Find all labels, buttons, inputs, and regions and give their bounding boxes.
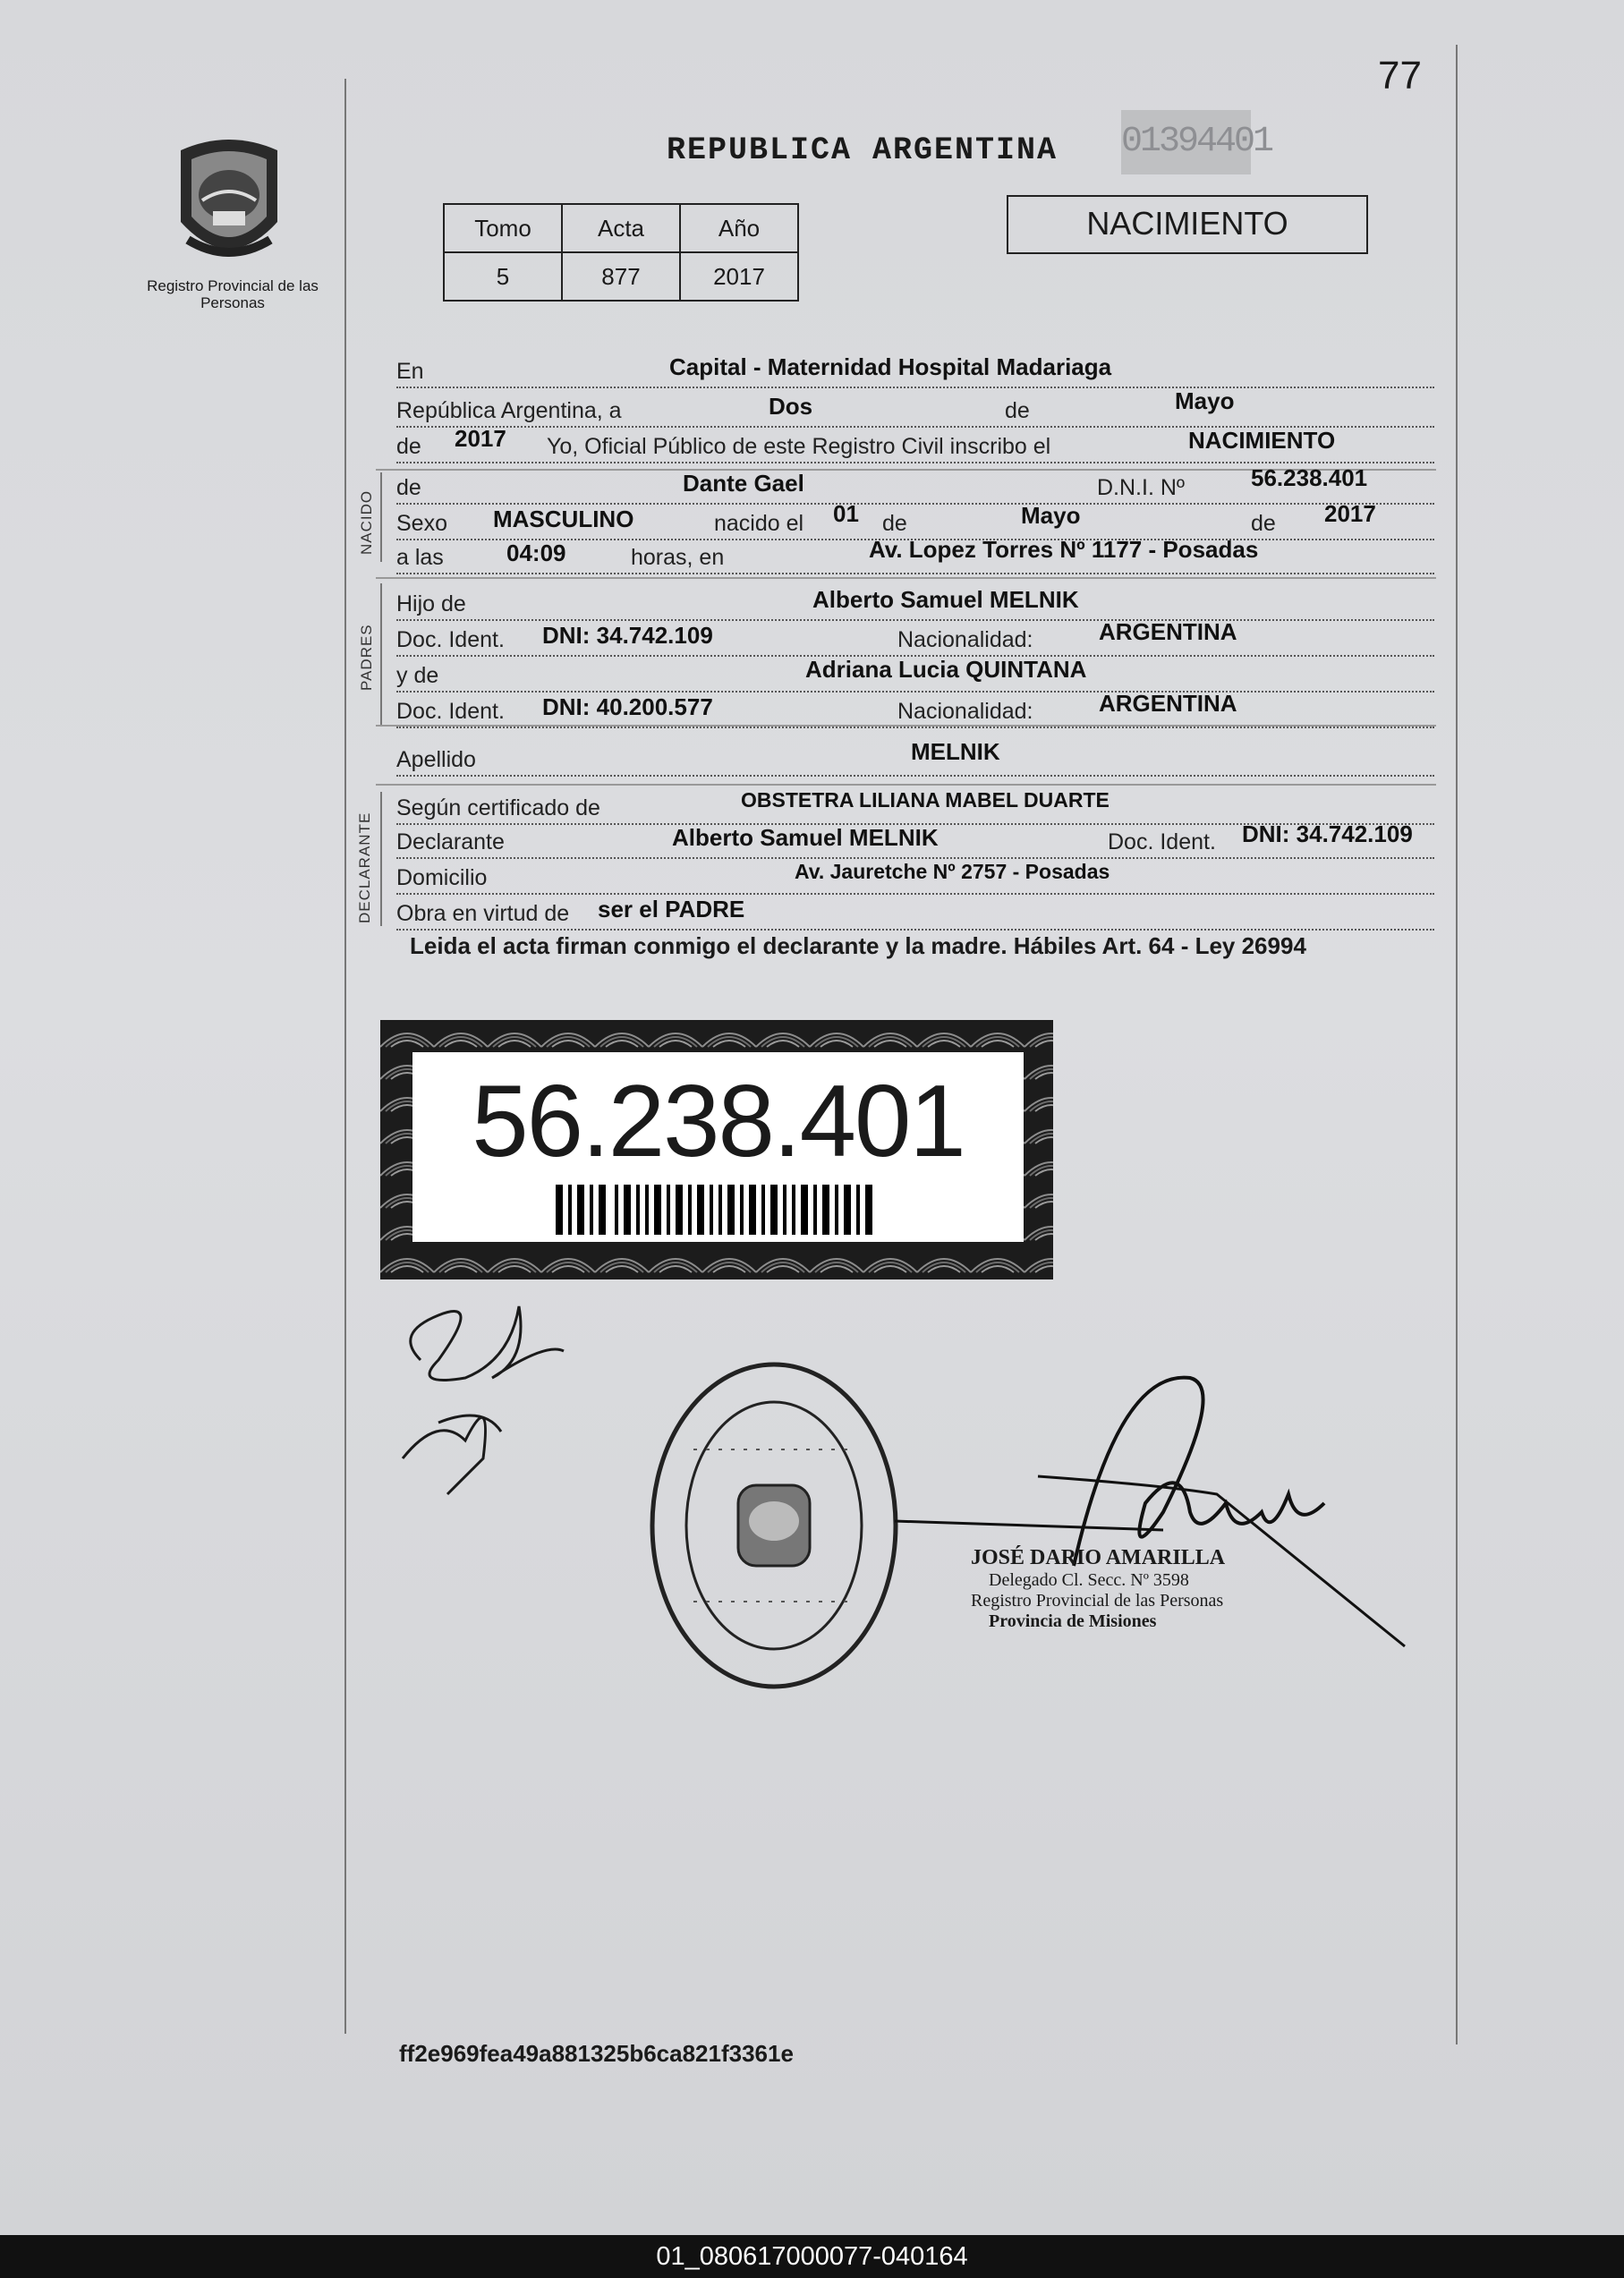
declarant-signature-icon (385, 1279, 591, 1512)
right-margin-line (1456, 45, 1458, 2044)
value-mother-nationality: ARGENTINA (1099, 690, 1237, 717)
row-apellido (396, 739, 1434, 777)
value-birth-month: Mayo (1021, 502, 1081, 529)
barcode-icon (556, 1185, 878, 1235)
table-value-acta: 877 (562, 252, 680, 301)
label-doc-ident: Doc. Ident. (396, 627, 505, 652)
table-header-tomo: Tomo (444, 204, 562, 252)
table-value-ano: 2017 (680, 252, 798, 301)
label-nacionalidad: Nacionalidad: (897, 627, 1033, 652)
value-year: 2017 (455, 425, 506, 452)
value-birth-year: 2017 (1324, 500, 1376, 527)
value-domicilio: Av. Jauretche Nº 2757 - Posadas (795, 860, 1110, 883)
value-sexo: MASCULINO (493, 506, 634, 532)
value-day: Dos (769, 393, 813, 420)
label-doc-ident: Doc. Ident. (396, 699, 505, 724)
value-act: NACIMIENTO (1188, 427, 1336, 454)
row-nacido-sex (396, 500, 1434, 540)
row-father-name (396, 583, 1434, 621)
label-obra: Obra en virtud de (396, 901, 570, 926)
label-apellido: Apellido (396, 747, 476, 772)
label-sexo: Sexo (396, 511, 447, 536)
value-mother-name: Adriana Lucia QUINTANA (805, 656, 1087, 683)
row-declarante (396, 821, 1434, 859)
official-seal-icon (640, 1351, 908, 1700)
label-certificado: Según certificado de (396, 795, 600, 820)
value-birth-day: 01 (833, 500, 859, 527)
label-horas: horas, en (631, 545, 725, 570)
label-republica: República Argentina, a (396, 398, 622, 423)
officer-name: JOSÉ DARIO AMARILLA (971, 1546, 1226, 1569)
value-obra: ser el PADRE (598, 896, 745, 922)
section-label-padres: PADRES (358, 624, 375, 691)
section-divider (376, 725, 1436, 727)
value-child-dni: 56.238.401 (1251, 464, 1368, 491)
row-year (396, 426, 1434, 463)
value-father-nationality: ARGENTINA (1099, 618, 1237, 645)
row-date (396, 387, 1434, 428)
oficial-text: Yo, Oficial Público de este Registro Civil inscribo el (547, 434, 1051, 459)
value-certificado: OBSTETRA LILIANA MABEL DUARTE (741, 788, 1110, 812)
officer-registry: Registro Provincial de las Personas (971, 1591, 1224, 1611)
value-father-doc: DNI: 34.742.109 (542, 622, 713, 649)
label-doc-ident: Doc. Ident. (1108, 829, 1216, 854)
value-child-name: Dante Gael (683, 470, 804, 497)
label-nacido-el: nacido el (714, 511, 804, 536)
dni-card-number: 56.238.401 (472, 1065, 965, 1178)
row-domicilio (396, 857, 1434, 895)
value-father-name: Alberto Samuel MELNIK (812, 586, 1079, 613)
value-place: Capital - Maternidad Hospital Madariaga (669, 353, 1112, 380)
label-birth-de2: de (1251, 511, 1276, 536)
officer-province: Provincia de Misiones (989, 1611, 1157, 1631)
label-dni: D.N.I. Nº (1097, 475, 1186, 500)
row-nacido-name (396, 464, 1434, 505)
value-month: Mayo (1175, 387, 1235, 414)
document-hash: ff2e969fea49a881325b6ca821f3361e (399, 2040, 794, 2067)
section-label-nacido: NACIDO (358, 489, 375, 555)
dni-card (380, 1020, 1053, 1279)
serial-number: 01394401 (1121, 110, 1251, 174)
section-divider (376, 577, 1436, 579)
dni-label (412, 1052, 1024, 1242)
padres-bracket (380, 583, 382, 727)
value-declarante-doc: DNI: 34.742.109 (1242, 820, 1413, 847)
nacido-bracket (380, 472, 382, 562)
value-time: 04:09 (506, 540, 566, 566)
value-apellido: MELNIK (911, 738, 1000, 765)
row-mother-name (396, 655, 1434, 693)
value-mother-doc: DNI: 40.200.577 (542, 693, 713, 720)
registry-table (443, 203, 799, 302)
row-nacido-time (396, 537, 1434, 574)
label-hijo-de: Hijo de (396, 591, 466, 616)
label-y-de: y de (396, 663, 439, 688)
registry-label: Registro Provincial de las Personas (147, 277, 319, 311)
section-label-declarante: DECLARANTE (356, 812, 373, 923)
table-value-tomo: 5 (444, 252, 562, 301)
footer-code: 01_080617000077-040164 (656, 2242, 968, 2271)
section-divider (376, 784, 1436, 786)
row-father-doc (396, 619, 1434, 657)
label-a-las: a las (396, 545, 444, 570)
document-title: REPUBLICA ARGENTINA (667, 132, 1059, 168)
act-type-box: NACIMIENTO (1007, 195, 1368, 254)
label-de: de (1005, 398, 1030, 423)
table-header-acta: Acta (562, 204, 680, 252)
declarante-bracket (380, 792, 382, 926)
closing-statement: Leida el acta firman conmigo el declarante y la madre. Hábiles Art. 64 - Ley 26994 (410, 932, 1306, 959)
row-certificado (396, 787, 1434, 825)
row-mother-doc (396, 691, 1434, 728)
label-nacionalidad: Nacionalidad: (897, 699, 1033, 724)
value-birth-place: Av. Lopez Torres Nº 1177 - Posadas (869, 536, 1259, 563)
value-declarante-name: Alberto Samuel MELNIK (672, 824, 939, 851)
label-domicilio: Domicilio (396, 865, 488, 890)
page-number: 77 (1378, 54, 1422, 98)
label-en: En (396, 359, 424, 384)
label-declarante: Declarante (396, 829, 505, 854)
label-year-de: de (396, 434, 421, 459)
province-emblem-icon (172, 134, 286, 268)
label-birth-de: de (882, 511, 907, 536)
row-place (396, 351, 1434, 388)
row-obra (396, 893, 1434, 931)
label-nacido-de: de (396, 475, 421, 500)
officer-role: Delegado Cl. Secc. Nº 3598 (989, 1570, 1189, 1590)
officer-stamp (971, 1546, 1225, 1632)
table-header-ano: Año (680, 204, 798, 252)
left-margin-line (344, 79, 346, 2034)
